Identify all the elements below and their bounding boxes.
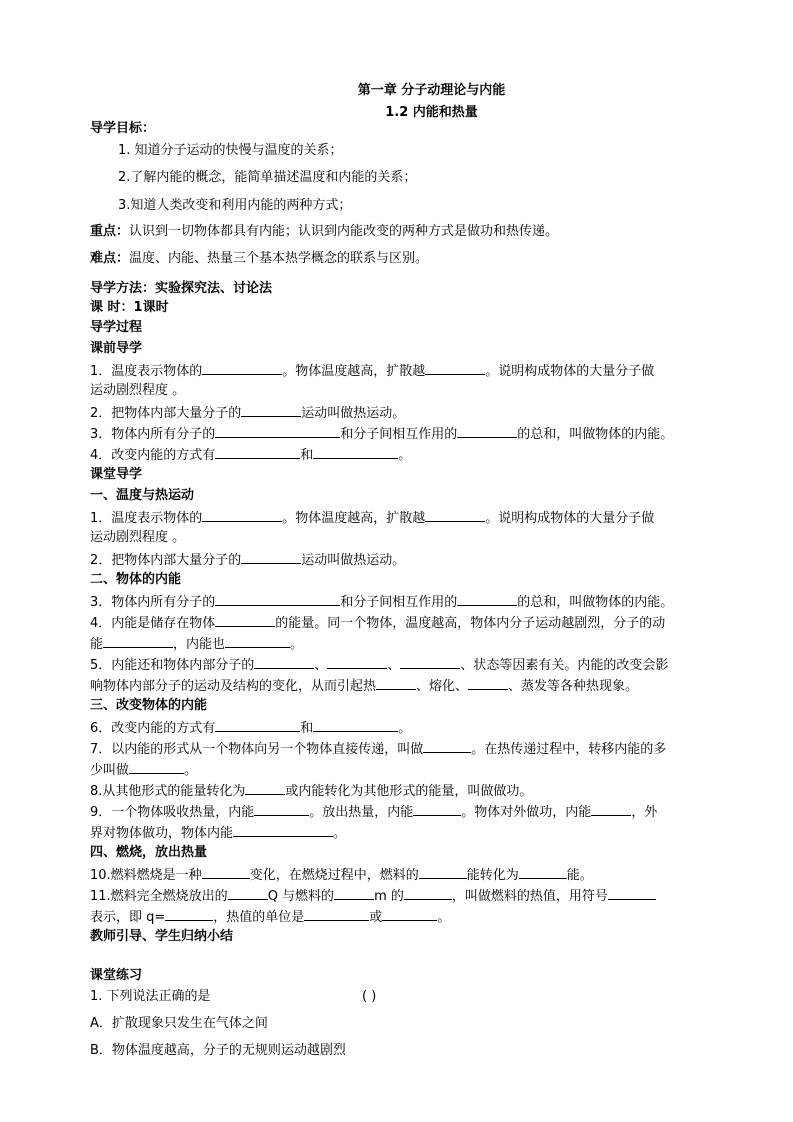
- c-q5-cont: [90, 677, 638, 695]
- exercise-1-option-b: B．物体温度越高，分子的无规则运动越剧烈: [90, 1043, 346, 1058]
- blank[interactable]: [215, 425, 340, 438]
- blank[interactable]: [254, 803, 309, 816]
- goal-item: 2.了解内能的概念，能简单描述温度和内能的关系；: [118, 170, 417, 185]
- text: 和分子间相互作用的: [340, 595, 458, 610]
- text: 11.燃料完全燃烧放出的: [90, 889, 228, 904]
- section-4-heading: 四、燃烧，放出热量: [90, 845, 208, 860]
- blank[interactable]: [304, 908, 369, 921]
- blank[interactable]: [245, 782, 285, 795]
- text: 。: [398, 721, 412, 736]
- text: 1．温度表示物体的: [90, 511, 203, 526]
- blank[interactable]: [468, 677, 508, 690]
- exercise-1-option-a: A．扩散现象只发生在气体之间: [90, 1016, 268, 1031]
- answer-paren[interactable]: ( ): [362, 989, 377, 1004]
- blank[interactable]: [215, 719, 300, 732]
- blank[interactable]: [228, 887, 268, 900]
- text: 运动叫做热运动。: [301, 553, 406, 568]
- pre-q4: [90, 446, 411, 464]
- text: 。: [437, 910, 451, 925]
- text: 。物体温度越高，扩散越: [282, 511, 426, 526]
- text: 3．物体内所有分子的: [90, 427, 216, 442]
- blank[interactable]: [202, 509, 282, 522]
- text: 。: [290, 637, 304, 652]
- text: ，叫做燃料的热值，用符号: [451, 889, 608, 904]
- c-q4: [90, 614, 665, 632]
- blank[interactable]: [419, 866, 467, 879]
- c-q11: [90, 887, 656, 905]
- c-q9: [90, 803, 657, 821]
- text: 8.从其他形式的能量转化为: [90, 784, 246, 799]
- text: 5．内能还和物体内部分子的: [90, 658, 255, 673]
- pre-q3: [90, 425, 673, 443]
- c-q2: [90, 551, 405, 569]
- text: 2．把物体内部大量分子的: [90, 553, 242, 568]
- text: 。说明构成物体的大量分子做: [485, 511, 655, 526]
- text: m 的: [374, 889, 404, 904]
- text: 7．以内能的形式从一个物体向另一个物体直接传递，叫做: [90, 742, 424, 757]
- hard-label: 难点：: [90, 251, 130, 266]
- text: 和: [300, 448, 314, 463]
- text: 。: [184, 763, 198, 778]
- blank[interactable]: [241, 404, 301, 417]
- text: Q 与燃料的: [267, 889, 335, 904]
- text: 的能量。同一个物体，温度越高，物体内分子运动越剧烈，分子的动: [275, 616, 666, 631]
- goal-item: 3.知道人类改变和利用内能的两种方式；: [118, 198, 352, 213]
- key-text: 认识到一切物体都具有内能；认识到内能改变的两种方式是做功和热传递。: [129, 224, 559, 239]
- blank[interactable]: [313, 446, 398, 459]
- text: 、: [314, 658, 328, 673]
- c-q5: [90, 656, 668, 674]
- c-q3: [90, 593, 673, 611]
- c-q8: [90, 782, 532, 800]
- key-point: [90, 224, 558, 240]
- summary-heading: 教师引导、学生归纳小结: [90, 929, 234, 944]
- process-heading: 导学过程: [90, 320, 143, 335]
- text: 9．一个物体吸收热量，内能: [90, 805, 255, 820]
- goals-heading: 导学目标：: [90, 121, 156, 136]
- blank[interactable]: [129, 761, 184, 774]
- section-3-heading: 三、改变物体的内能: [90, 698, 208, 713]
- text: 。物体对外做功，内能: [461, 805, 592, 820]
- text: 的总和，叫做物体的内能。: [517, 595, 674, 610]
- blank[interactable]: [425, 362, 485, 375]
- text: 。: [398, 448, 412, 463]
- blank[interactable]: [591, 803, 631, 816]
- blank[interactable]: [382, 908, 437, 921]
- text: 或内能转化为其他形式的能量，叫做做功。: [285, 784, 533, 799]
- blank[interactable]: [608, 887, 656, 900]
- text: 2．把物体内部大量分子的: [90, 406, 242, 421]
- c-q1-cont: 运动剧烈程度 。: [90, 530, 186, 545]
- text: 和: [300, 721, 314, 736]
- text: 6．改变内能的方式有: [90, 721, 216, 736]
- blank[interactable]: [202, 866, 250, 879]
- key-label: 重点：: [90, 224, 130, 239]
- text: 3．物体内所有分子的: [90, 595, 216, 610]
- text: ，热值的单位是: [213, 910, 305, 925]
- exercise-1: [90, 989, 377, 1005]
- pre-q1: [90, 362, 654, 380]
- c-q6: [90, 719, 411, 737]
- blank[interactable]: [457, 593, 517, 606]
- text: 1．温度表示物体的: [90, 364, 203, 379]
- text: 能转化为: [466, 868, 519, 883]
- blank[interactable]: [327, 656, 387, 669]
- blank[interactable]: [103, 635, 173, 648]
- text: 。在热传递过程中，转移内能的多: [471, 742, 667, 757]
- c-q7-cont: [90, 761, 197, 779]
- text: 。物体温度越高，扩散越: [282, 364, 426, 379]
- method-line: 导学方法：实验探究法、讨论法: [90, 281, 273, 296]
- blank[interactable]: [457, 425, 517, 438]
- text: 运动叫做热运动。: [301, 406, 406, 421]
- exercise-question: 1. 下列说法正确的是: [90, 989, 211, 1004]
- in-class-heading: 课堂导学: [90, 467, 143, 482]
- blank[interactable]: [425, 509, 485, 522]
- text: 或: [369, 910, 383, 925]
- blank[interactable]: [215, 614, 275, 627]
- c-q10: [90, 866, 593, 884]
- c-q11-cont: [90, 908, 450, 926]
- blank[interactable]: [165, 908, 213, 921]
- blank[interactable]: [233, 824, 333, 837]
- text: 能: [90, 637, 104, 652]
- text: 能。: [566, 868, 593, 883]
- pre-class-heading: 课前导学: [90, 341, 143, 356]
- text: 变化，在燃烧过程中，燃料的: [249, 868, 419, 883]
- hard-text: 温度、内能、热量三个基本热学概念的联系与区别。: [129, 251, 429, 266]
- text: 4．内能是储存在物体: [90, 616, 216, 631]
- pre-q1-cont: 运动剧烈程度 。: [90, 383, 186, 398]
- blank[interactable]: [400, 656, 460, 669]
- chapter-title: 第一章 分子动理论与内能: [357, 83, 506, 98]
- period-line: 课 时：1课时: [90, 300, 169, 315]
- blank[interactable]: [334, 887, 374, 900]
- text: 少叫做: [90, 763, 130, 778]
- text: 、蒸发等各种热现象。: [508, 679, 639, 694]
- text: 。: [333, 826, 347, 841]
- blank[interactable]: [241, 551, 301, 564]
- blank[interactable]: [413, 803, 461, 816]
- text: 表示，即 q=: [90, 910, 166, 925]
- blank[interactable]: [404, 887, 452, 900]
- c-q7: [90, 740, 666, 758]
- blank[interactable]: [376, 677, 416, 690]
- section-2-heading: 二、物体的内能: [90, 572, 182, 587]
- blank[interactable]: [225, 635, 290, 648]
- blank[interactable]: [215, 593, 340, 606]
- text: 、状态等因素有关。内能的改变会影: [460, 658, 669, 673]
- blank[interactable]: [202, 362, 282, 375]
- c-q9-cont: [90, 824, 346, 842]
- c-q4-cont: [90, 635, 303, 653]
- blank[interactable]: [423, 740, 471, 753]
- text: 。放出热量，内能: [309, 805, 414, 820]
- blank[interactable]: [215, 446, 300, 459]
- text: 响物体内部分子的运动及结构的变化，从而引起热: [90, 679, 377, 694]
- text: 4．改变内能的方式有: [90, 448, 216, 463]
- section-title: 1.2 内能和热量: [385, 105, 478, 120]
- c-q1: [90, 509, 654, 527]
- section-1-heading: 一、温度与热运动: [90, 488, 195, 503]
- text: 、: [387, 658, 401, 673]
- blank[interactable]: [254, 656, 314, 669]
- pre-q2: [90, 404, 405, 422]
- text: 界对物体做功，物体内能: [90, 826, 234, 841]
- text: 的总和，叫做物体的内能。: [517, 427, 674, 442]
- text: ，外: [631, 805, 658, 820]
- difficult-point: [90, 251, 428, 267]
- text: 10.燃料燃烧是一种: [90, 868, 202, 883]
- goal-item: 1. 知道分子运动的快慢与温度的关系；: [118, 143, 343, 158]
- practice-heading: 课堂练习: [90, 968, 143, 983]
- text: 。说明构成物体的大量分子做: [485, 364, 655, 379]
- text: 、熔化、: [416, 679, 469, 694]
- blank[interactable]: [519, 866, 567, 879]
- text: 和分子间相互作用的: [340, 427, 458, 442]
- blank[interactable]: [313, 719, 398, 732]
- text: ，内能也: [173, 637, 226, 652]
